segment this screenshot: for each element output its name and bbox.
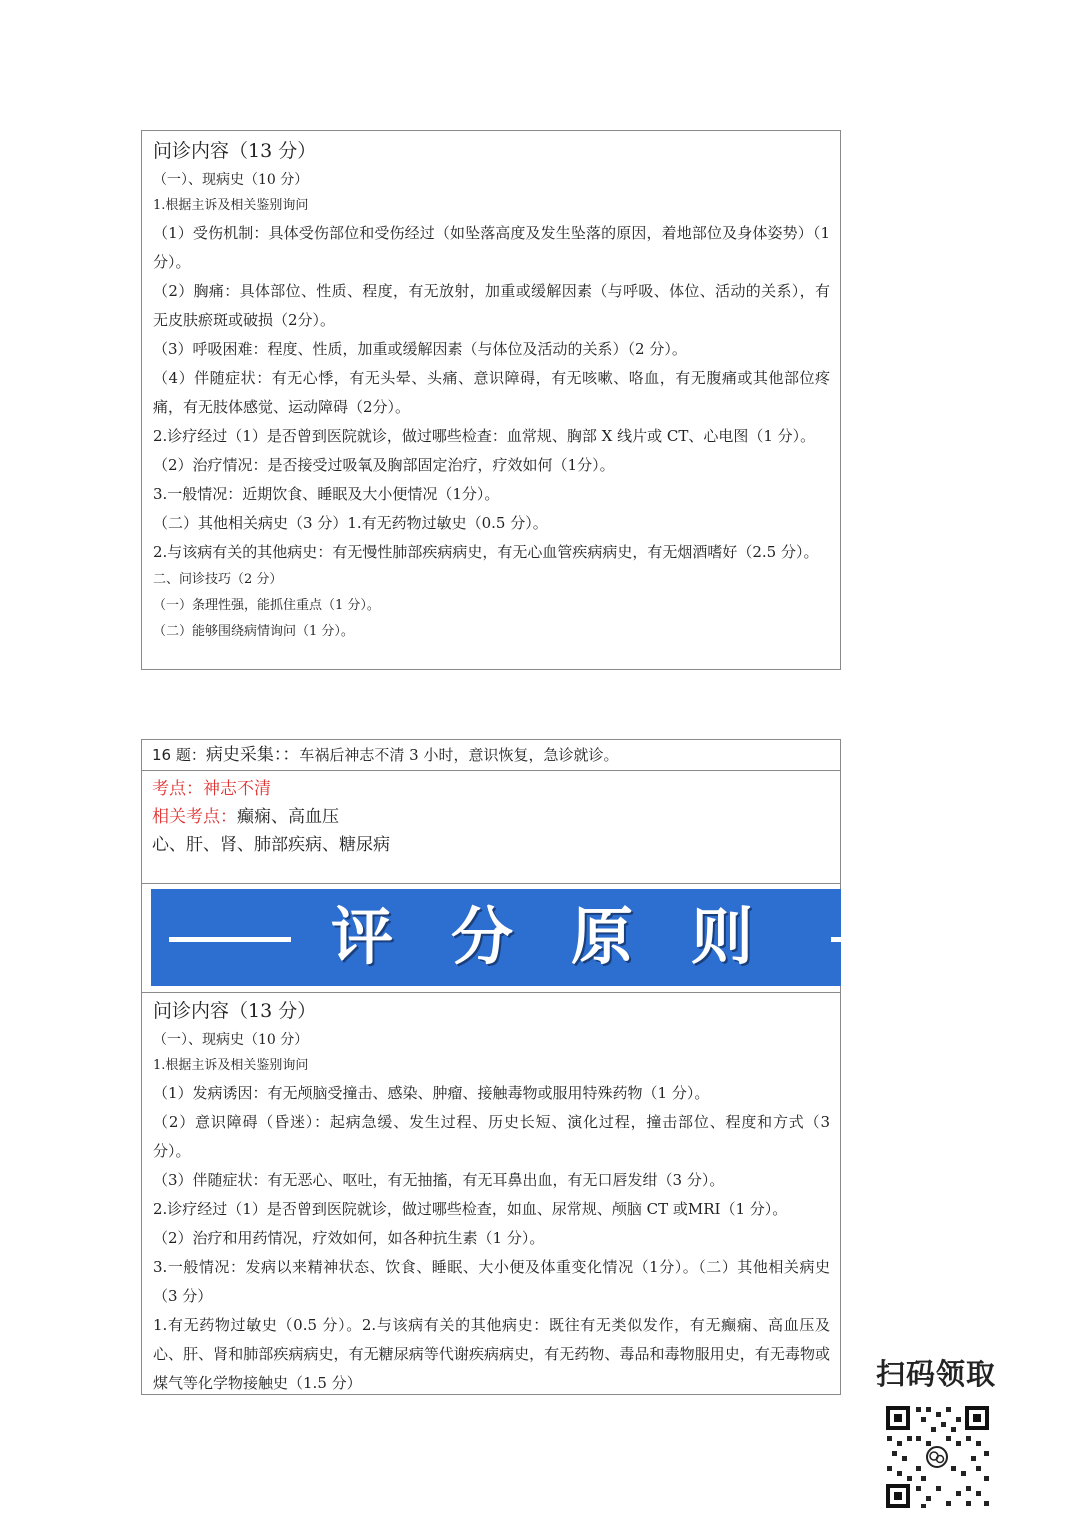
banner-text: 评分原则 (331, 900, 812, 973)
section1-line-11: 2.与该病有关的其他病史：有无慢性肺部疾病病史，有无心血管疾病病史，有无烟酒嗜好（2.5 分）。 (153, 543, 819, 561)
section1-line-1: （一）、现病史（10 分） (153, 172, 309, 188)
banner-dash-right (831, 937, 841, 942)
kaodian-line (152, 775, 830, 803)
section1-line-3: （1）受伤机制：具体受伤部位和受伤经过（如坠落高度及发生坠落的原因，着地部位及身体姿势）（1 分）。 (153, 224, 830, 271)
section2-line-5: （3）伴随症状：有无恶心、呕吐，有无抽搐，有无耳鼻出血，有无口唇发绀（3 分）。 (153, 1171, 725, 1189)
section1-line-7: 2.诊疗经过（1）是否曾到医院就诊，做过哪些检查：血常规、胸部 X 线片或 CT、心电图（1 分）。 (153, 427, 816, 445)
kaodian-label: 考点： (152, 779, 203, 799)
section2-line-4: （2）意识障碍（昏迷）：起病急缓、发生过程、历史长短、演化过程，撞击部位、程度和方式（3 分）。 (153, 1113, 830, 1160)
section1-line-6: （4）伴随症状：有无心悸，有无头晕、头痛、意识障碍，有无咳嗽、咯血，有无腹痛或其他部位疼痛，有无肢体感觉、运动障碍（2分）。 (153, 369, 830, 416)
section2-line-2: 1.根据主诉及相关鉴别询问 (153, 1058, 309, 1073)
banner-row (142, 884, 840, 993)
section2-line-8: 3.一般情况：发病以来精神状态、饮食、睡眠、大小便及体重变化情况（1分）。（二）其他相关病史（3 分） (153, 1258, 830, 1305)
section2-line-3: （1）发病诱因：有无颅脑受撞击、感染、肿瘤、接触毒物或服用特殊药物（1 分）。 (153, 1084, 710, 1102)
section1-line-12: 二、问诊技巧（2 分） (153, 572, 283, 587)
scan-label: 扫码领取 (876, 1357, 997, 1391)
section1-line-13: （一）条理性强，能抓住重点（1 分）。 (153, 598, 380, 613)
section1-line-0: 问诊内容（13 分） (153, 140, 317, 162)
related-line-2: 心、肝、肾、肺部疾病、糖尿病 (152, 835, 390, 855)
scoring-banner (151, 889, 841, 986)
section1-line-2: 1.根据主诉及相关鉴别询问 (153, 198, 309, 213)
question-prefix: 16 题： (152, 746, 206, 764)
question-title: 病史采集：： (205, 745, 300, 765)
section1-line-8: （2）治疗情况：是否接受过吸氧及胸部固定治疗，疗效如何（1分）。 (153, 456, 615, 474)
section-2-body (142, 993, 840, 1398)
kaodian-row (142, 771, 840, 884)
related-label: 相关考点： (152, 807, 237, 827)
question-text: 车祸后神志不清 3 小时，意识恢复，急诊就诊。 (299, 746, 619, 764)
section-2-box (141, 739, 841, 1395)
section2-line-0: 问诊内容（13 分） (153, 1000, 317, 1022)
section2-line-1: （一）、现病史（10 分） (153, 1032, 309, 1048)
section1-line-10: （二）其他相关病史（3 分）1.有无药物过敏史（0.5 分）。 (153, 514, 548, 532)
kaodian-value: 神志不清 (203, 779, 271, 799)
qr-code-icon[interactable] (884, 1404, 991, 1510)
section1-line-9: 3.一般情况：近期饮食、睡眠及大小便情况（1分）。 (153, 485, 500, 503)
question-title-row (142, 740, 840, 771)
section2-line-9: 1.有无药物过敏史（0.5 分）。2.与该病有关的其他病史：既往有无类似发作，有无癫痫、高血压及心、肝、肾和肺部疾病病史，有无糖尿病等代谢疾病病史，有无药物、毒品和毒物服用史，有无毒物或煤气等化学物接触史（1.5 分） (153, 1316, 830, 1392)
section1-line-5: （3）呼吸困难：程度、性质，加重或缓解因素（与体位及活动的关系）（2 分）。 (153, 340, 687, 358)
related-value-1: 癫痫、高血压 (237, 807, 339, 827)
section2-line-6: 2.诊疗经过（1）是否曾到医院就诊，做过哪些检查，如血、尿常规、颅脑 CT 或MRI（1 分）。 (153, 1200, 788, 1218)
section2-line-7: （2）治疗和用药情况，疗效如何，如各种抗生素（1 分）。 (153, 1229, 545, 1247)
related-line (152, 803, 830, 831)
banner-dash-left (169, 937, 291, 942)
section-1-box (141, 130, 841, 670)
section1-line-4: （2）胸痛：具体部位、性质、程度，有无放射，加重或缓解因素（与呼吸、体位、活动的关系），有无皮肤瘀斑或破损（2分）。 (153, 282, 830, 329)
section1-line-14: （二）能够围绕病情询问（1 分）。 (153, 624, 354, 639)
section-1-body (153, 135, 830, 645)
